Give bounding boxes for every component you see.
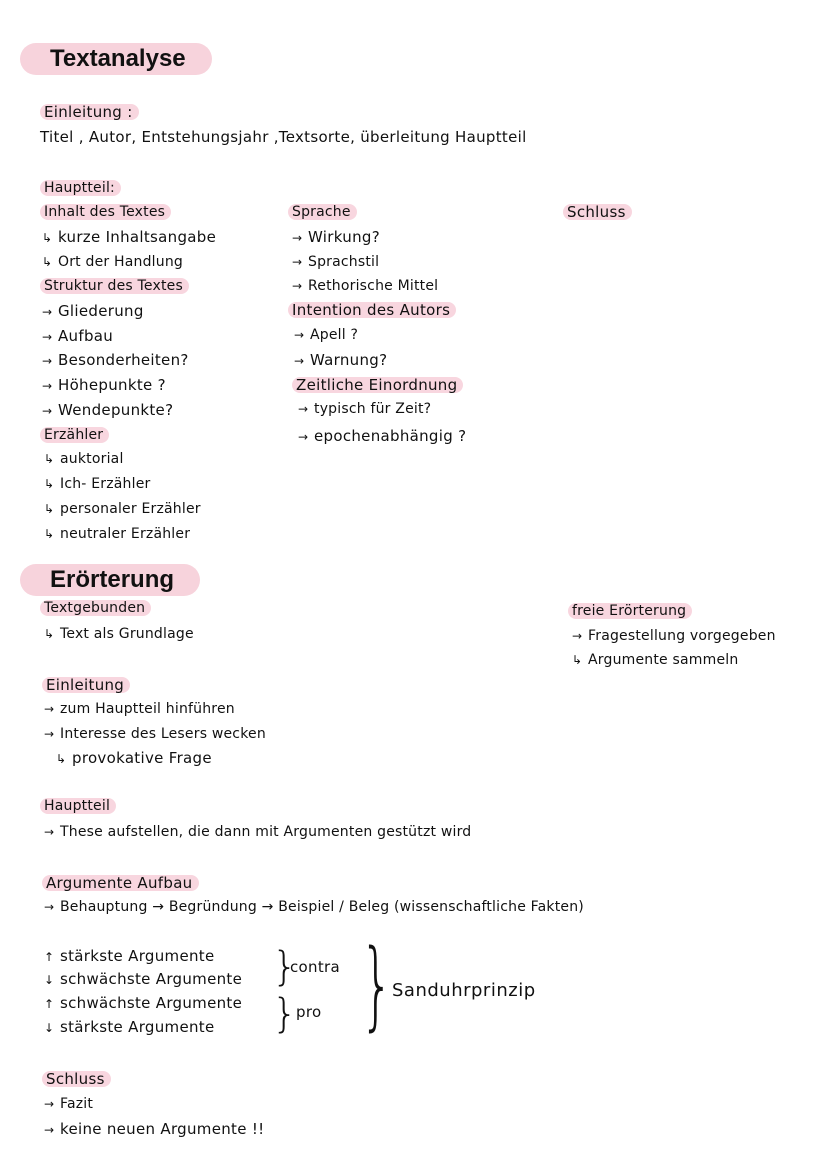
intention-label: Intention des Autors [288, 301, 456, 319]
list-item: → Fragestellung vorgegeben [572, 628, 776, 644]
list-item: ↳ provokative Frage [56, 749, 212, 767]
hauptteil-label: Hauptteil: [40, 180, 121, 196]
arrow-up-icon: ↑ [44, 997, 55, 1011]
arrow-icon: → [294, 328, 305, 342]
list-item: → Besonderheiten? [42, 351, 189, 369]
inhalt-label: Inhalt des Textes [40, 204, 171, 220]
hook-arrow-icon: ↳ [44, 477, 55, 491]
list-item: → Sprachstil [292, 254, 380, 270]
einleitung2-label: Einleitung [42, 676, 130, 694]
arrow-up-icon: ↑ [44, 950, 55, 964]
list-item: ↳ auktorial [44, 451, 124, 467]
arrow-icon: → [42, 404, 53, 418]
list-item: → epochenabhängig ? [298, 427, 467, 445]
argumente-chain: → Behauptung → Begründung → Beispiel / Beleg (wissenschaftliche Fakten) [44, 899, 584, 915]
list-item: → Höhepunkte ? [42, 376, 166, 394]
pro-label: pro [296, 1003, 322, 1021]
arrow-icon: → [42, 305, 53, 319]
hook-arrow-icon: ↳ [42, 231, 53, 245]
hook-arrow-icon: ↳ [44, 502, 55, 516]
list-item: ↳ Argumente sammeln [572, 652, 739, 668]
arrow-icon: → [292, 279, 303, 293]
arrow-icon: → [42, 330, 53, 344]
arrow-icon: → [572, 629, 583, 643]
page-title-textanalyse: Textanalyse [20, 43, 212, 75]
list-item: ↳ neutraler Erzähler [44, 526, 191, 542]
hauptteil2-label: Hauptteil [40, 798, 116, 814]
arrow-icon: → [292, 255, 303, 269]
arrow-icon: → [42, 354, 53, 368]
list-item: ↳ personaler Erzähler [44, 501, 201, 517]
arrow-icon: → [298, 402, 309, 416]
arrow-icon: → [42, 379, 53, 393]
arrow-icon: → [292, 231, 303, 245]
hook-arrow-icon: ↳ [56, 752, 67, 766]
list-item: ↳ kurze Inhaltsangabe [42, 228, 217, 246]
contra-label: contra [290, 958, 340, 976]
hook-arrow-icon: ↳ [44, 452, 55, 466]
textgebunden-label: Textgebunden [40, 600, 151, 616]
list-item: → zum Hauptteil hinführen [44, 701, 235, 717]
hook-arrow-icon: ↳ [44, 527, 55, 541]
zeitlich-label: Zeitliche Einordnung [292, 376, 463, 394]
hook-arrow-icon: ↳ [572, 653, 583, 667]
struktur-label: Struktur des Textes [40, 278, 189, 294]
arrow-icon: → [298, 430, 309, 444]
schluss-label: Schluss [563, 203, 632, 221]
hook-arrow-icon: ↳ [42, 255, 53, 269]
argument-row: ↑ stärkste Argumente [44, 947, 215, 965]
einleitung-text: Titel , Autor, Entstehungsjahr ,Textsorte, überleitung Hauptteil [40, 128, 527, 146]
list-item: → Interesse des Lesers wecken [44, 726, 266, 742]
list-item: ↳ Text als Grundlage [44, 626, 194, 642]
brace-pro-icon: } [272, 991, 298, 1037]
einleitung-label: Einleitung : [40, 103, 139, 121]
list-item: → Aufbau [42, 327, 114, 345]
arrow-icon: → [44, 1123, 55, 1137]
list-item: ↳ Ich- Erzähler [44, 476, 151, 492]
arrow-icon: → [294, 354, 305, 368]
arrow-icon: → [261, 899, 274, 915]
argumente-label: Argumente Aufbau [42, 874, 199, 892]
list-item: → Warnung? [294, 351, 388, 369]
arrow-icon: → [44, 727, 55, 741]
brace-sanduhr-icon: } [360, 929, 394, 1041]
arrow-down-icon: ↓ [44, 973, 55, 987]
arrow-icon: → [44, 900, 55, 914]
arrow-icon: → [152, 899, 165, 915]
arrow-icon: → [44, 702, 55, 716]
erzaehler-label: Erzähler [40, 427, 109, 443]
argument-row: ↓ stärkste Argumente [44, 1018, 215, 1036]
brace-contra-icon: } [272, 944, 298, 990]
freie-label: freie Erörterung [568, 603, 692, 619]
list-item: → Fazit [44, 1096, 94, 1112]
hauptteil2-text: → These aufstellen, die dann mit Argumenten gestützt wird [44, 824, 472, 840]
list-item: → typisch für Zeit? [298, 401, 432, 417]
list-item: → Wirkung? [292, 228, 380, 246]
list-item: → keine neuen Argumente !! [44, 1120, 265, 1138]
arrow-icon: → [44, 1097, 55, 1111]
schluss2-label: Schluss [42, 1070, 111, 1088]
page-title-eroerterung: Erörterung [20, 564, 200, 596]
list-item: → Gliederung [42, 302, 144, 320]
list-item: → Apell ? [294, 327, 359, 343]
arrow-icon: → [44, 825, 55, 839]
hook-arrow-icon: ↳ [44, 627, 55, 641]
arrow-down-icon: ↓ [44, 1021, 55, 1035]
list-item: ↳ Ort der Handlung [42, 254, 184, 270]
argument-row: ↓ schwächste Argumente [44, 970, 243, 988]
sanduhrprinzip-label: Sanduhrprinzip [392, 980, 536, 1001]
argument-row: ↑ schwächste Argumente [44, 994, 243, 1012]
list-item: → Rethorische Mittel [292, 278, 439, 294]
sprache-label: Sprache [288, 204, 357, 220]
list-item: → Wendepunkte? [42, 401, 174, 419]
